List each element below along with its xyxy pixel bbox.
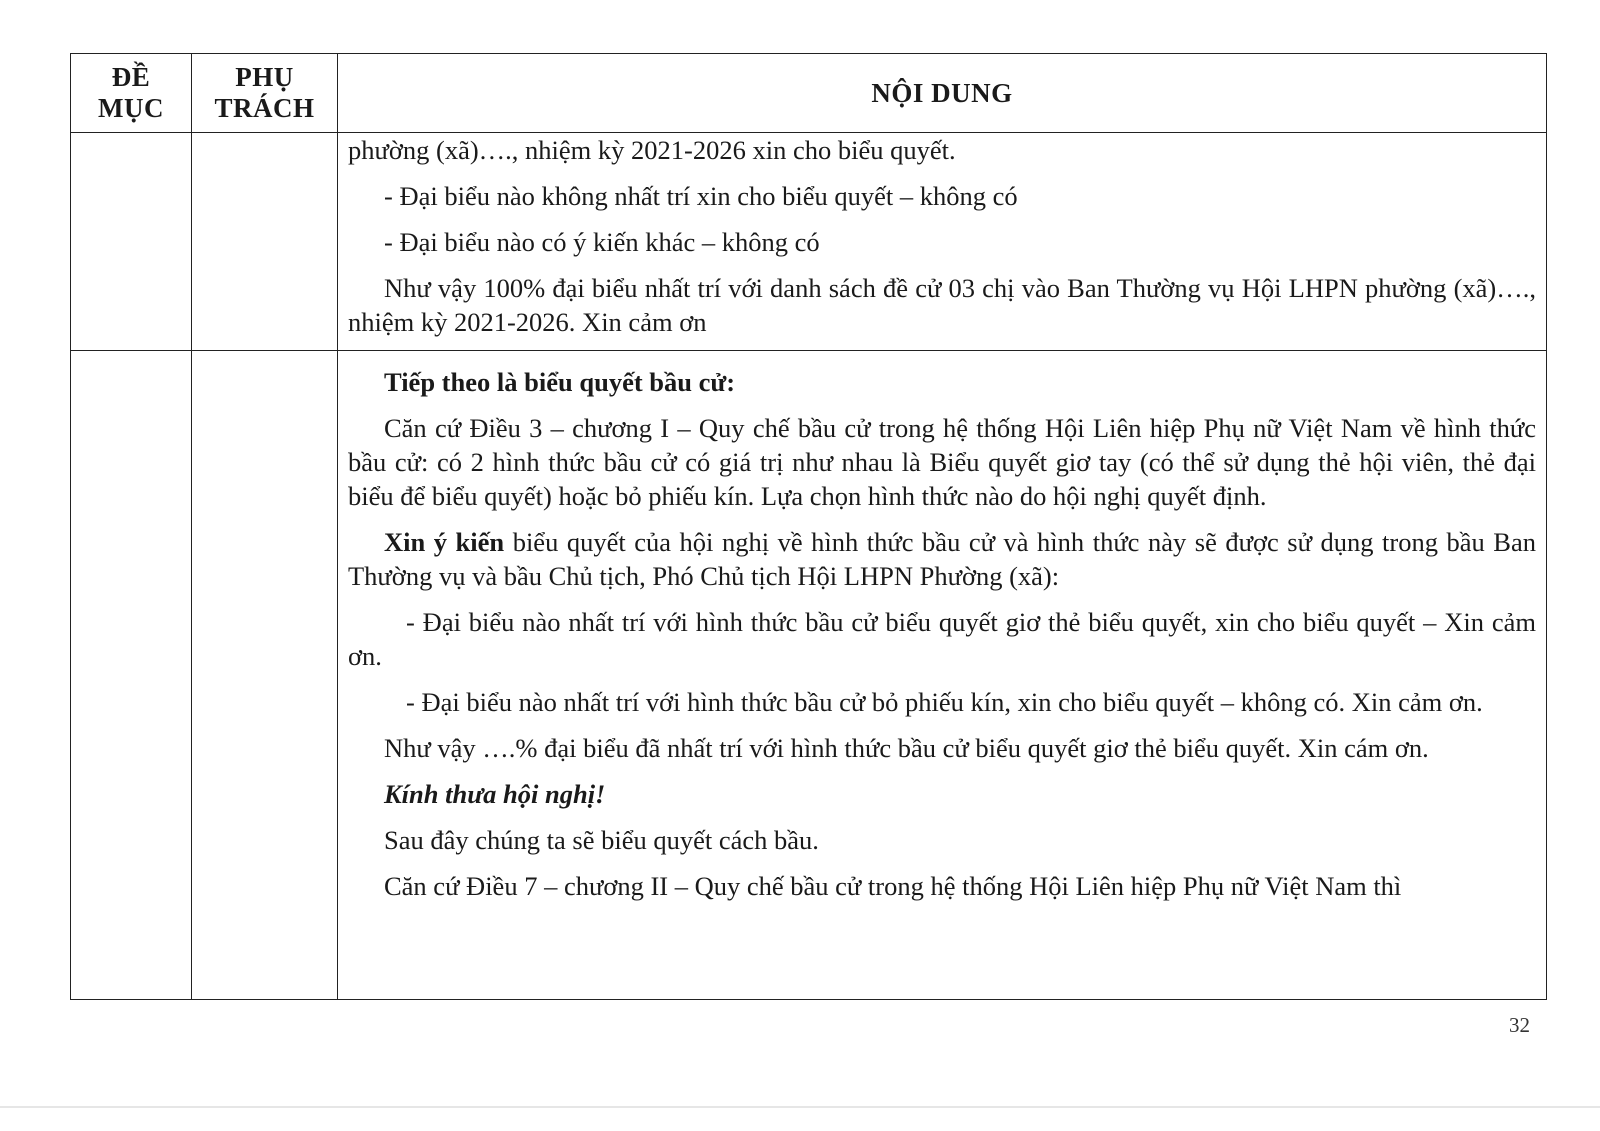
paragraph-text: biểu quyết của hội nghị về hình thức bầu cử và hình thức này sẽ được sử dụng trong bầu Ban Thường vụ và bầu Chủ tịch, Phó Chủ tịch Hội LHPN Phường (xã): xyxy=(348,527,1536,591)
responsible-cell xyxy=(192,351,338,1000)
paragraph: Căn cứ Điều 7 – chương II – Quy chế bầu cử trong hệ thống Hội Liên hiệp Phụ nữ Việt Nam thì xyxy=(384,871,1402,901)
header-section-line2: MỤC xyxy=(98,93,164,123)
section-cell xyxy=(71,133,192,351)
page-number: 32 xyxy=(1509,1013,1530,1037)
paragraph: - Đại biểu nào không nhất trí xin cho biểu quyết – không có xyxy=(384,181,1018,211)
greeting: Kính thưa hội nghị! xyxy=(384,779,606,809)
table-row xyxy=(71,351,1547,1000)
content-cell xyxy=(338,351,1547,1000)
section-heading: Tiếp theo là biểu quyết bầu cử: xyxy=(384,367,736,397)
paragraph: Như vậy ….% đại biểu đã nhất trí với hình thức bầu cử biểu quyết giơ thẻ biểu quyết. Xin cám ơn. xyxy=(384,733,1429,763)
header-section-line1: ĐỀ xyxy=(111,62,151,92)
table-header-row xyxy=(71,54,1547,133)
bold-phrase: Xin ý kiến xyxy=(384,527,505,557)
paragraph: Như vậy 100% đại biểu nhất trí với danh sách đề cử 03 chị vào Ban Thường vụ Hội LHPN phường (xã)…., nhiệm kỳ 2021-2026. Xin cảm ơn xyxy=(348,273,1536,337)
paragraph: phường (xã)…., nhiệm kỳ 2021-2026 xin cho biểu quyết. xyxy=(348,135,956,165)
paragraph: Căn cứ Điều 3 – chương I – Quy chế bầu cử trong hệ thống Hội Liên hiệp Phụ nữ Việt Nam về hình thức bầu cử: có 2 hình thức bầu cử có giá trị như nhau là Biểu quyết giơ tay (có thể sử dụng thẻ hội viên, thẻ đại biểu để biểu quyết) hoặc bỏ phiếu kín. Lựa chọn hình thức nào do hội nghị quyết định. xyxy=(348,413,1536,511)
header-responsible-line1: PHỤ xyxy=(235,62,294,92)
paragraph: - Đại biểu nào nhất trí với hình thức bầu cử biểu quyết giơ thẻ biểu quyết, xin cho biểu quyết – Xin cảm ơn. xyxy=(348,607,1536,671)
header-responsible xyxy=(192,54,338,133)
header-content: NỘI DUNG xyxy=(338,54,1547,133)
agenda-table xyxy=(70,53,1547,1000)
responsible-cell xyxy=(192,133,338,351)
section-cell xyxy=(71,351,192,1000)
scan-edge-line xyxy=(0,1106,1600,1108)
paragraph: Sau đây chúng ta sẽ biểu quyết cách bầu. xyxy=(384,825,819,855)
table-row xyxy=(71,133,1547,351)
paragraph: - Đại biểu nào nhất trí với hình thức bầu cử bỏ phiếu kín, xin cho biểu quyết – không có. Xin cảm ơn. xyxy=(406,687,1483,717)
header-responsible-line2: TRÁCH xyxy=(214,93,315,123)
paragraph xyxy=(348,525,1536,593)
header-section xyxy=(71,54,192,133)
paragraph: - Đại biểu nào có ý kiến khác – không có xyxy=(384,227,820,257)
content-cell xyxy=(338,133,1547,351)
